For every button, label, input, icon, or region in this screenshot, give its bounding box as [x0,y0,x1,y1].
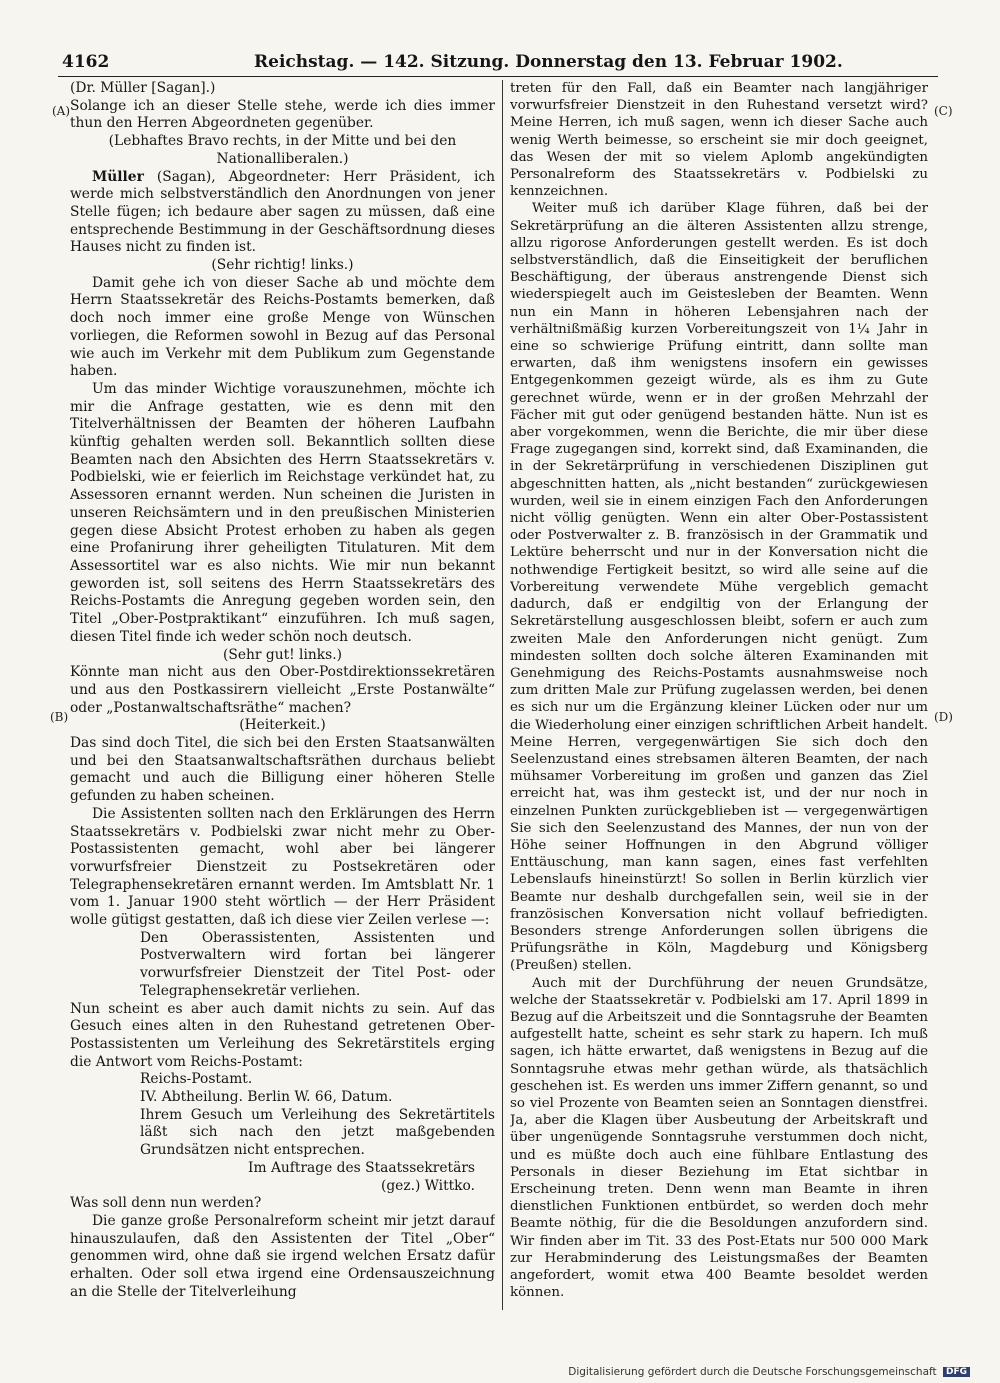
paragraph-text: Was soll denn nun werden? [70,1195,262,1212]
paragraph-text: Die Assistenten sollten nach den Erklärungen des Herrn Staatssekretärs v. Podbielski zwar nicht mehr zu Ober-Postassistenten gemacht, wohl aber bei längerer vorwurfsfreier Dienstzeit zu Postsekretären oder Telegraphensekretären ernannt werden. Im Amtsblatt Nr. 1 vom 1. Januar 1900 steht wörtlich — der Herr Präsident wolle gütigst gestatten, daß ich diese vier Zeilen verlese —: [70,805,495,929]
paragraph-text: (Lebhaftes Bravo rechts, in der Mitte und bei den Nationalliberalen.) [108,133,457,167]
paragraph [70,1160,495,1178]
paragraph [70,930,495,1001]
page-number: 4162 [62,52,110,72]
paragraph [70,1213,495,1302]
paragraph [70,1071,495,1089]
margin-marker-b: (B) [50,710,69,724]
paragraph-text: Ihrem Gesuch um Verleihung des Sekretärtitels läßt sich nach den jetzt maßgebenden Grundsätzen nicht entsprechen. [140,1106,495,1159]
paragraph-text: (Sehr richtig! links.) [211,257,354,274]
paragraph-text: Den Oberassistenten, Assistenten und Postverwaltern wird fortan bei längerer vorwurfsfreier Dienstzeit der Titel Post- oder Telegraphensekretär verliehen. [140,929,495,999]
paragraph-text: Weiter muß ich darüber Klage führen, daß bei der Sekretärprüfung an die älteren Assistenten allzu strenge, allzu rigorose Anforderungen gestellt werden. Es ist doch selbstverständlich, daß die Einseitigkeit der beruflichen Beschäftigung, der überaus anstrengende Dienst sich wiederspiegelt auch im Geistesleben der Beamten. Wenn nun ein Mann in höheren Lebensjahren nach der verhältnißmäßig kurzen Vorbereitungszeit von 1¼ Jahr in eine so schwierige Prüfung eintritt, dann sollte man erwarten, daß ihm wenigstens insofern ein gewisses Entgegenkommen gezeigt würde, als es ihm zu Gute gerechnet würde, wenn er in der großen Mehrzahl der Fächer mit gut oder genügend bestanden hätte. Nun ist es aber vorgekommen, wenn die Berichte, die mir über diese Frage zugegangen sind, korrekt sind, daß Examinanden, die in der Sekretärprüfung in verschiedenen Disziplinen gut abgeschnitten hatten, als „nicht bestanden“ zurückgewiesen wurden, weil sie in einem einzigen Fach den Anforderungen nicht völlig genügten. Wenn ein alter Ober-Postassistent oder Postverwalter z. B. französisch in der Grammatik und Lektüre beherrscht und nur in der Konversation nicht die nothwendige Fertigkeit besitzt, so wird alle seine auf die Vorbereitung verwendete Mühe vergeblich gemacht dadurch, daß er endgiltig von der Erlangung der Sekretärstellung ausgeschlossen bleibt, sofern er auch zum zweiten Male den Anforderungen nicht genügt. Zum mindesten sollten doch solche älteren Examinanden mit Genehmigung des Reichs-Postamts ausnahmsweise noch zum dritten Male zur Prüfung zugelassen werden, bei denen es sich nur um die Ergänzung kleiner Lücken oder nur um die Wiederholung einer einzigen schriftlichen Arbeit handelt. Meine Herren, vergegenwärtigen Sie sich doch den Seelenzustand eines strebsamen älteren Beamten, der nach mühsamer Vorbereitung im großen und ganzen das Ziel erreicht hat, was ihm gesteckt ist, und der nur noch in einzelnen Punkten zurückgeblieben ist — vergegenwärtigen Sie sich den Seelenzustand des Mannes, der nun von der Höhe seiner Hoffnungen in den Abgrund völliger Enttäuschung, man kann sagen, eines fast verfehlten Lebenslaufs hineinstürzt! So sollen in Berlin kürzlich vier Beamte nur deshalb durchgefallen sein, weil sie in der französischen Konversation nicht vollauf befriedigten. Besonders strenge Anforderungen sollen übrigens die Prüfungsräthe in Köln, Magdeburg und Königsberg (Preußen) stellen. [510,201,928,974]
margin-marker-c: (C) [934,104,953,118]
paragraph [70,735,495,806]
paragraph-text: Könnte man nicht aus den Ober-Postdirektionssekretären und aus den Postkassirern vielleicht „Erste Postanwälte“ oder „Postanwaltschaftsräthe“ machen? [70,664,495,716]
paragraph-text: Um das minder Wichtige vorauszunehmen, möchte ich mir die Anfrage gestatten, wie es denn mit den Titelverhältnissen der Beamten der höheren Laufbahn künftig gehalten werden soll. Bekanntlich sollten diese Beamten nach den Absichten des Herrn Staatssekretärs v. Podbielski, wie er feierlich im Reichstage verkündet hat, zu Assessoren ernannt werden. Nun scheinen die Juristen in unseren Reichsämtern und in den preußischen Ministerien gegen diese Absicht Protest erhoben zu haben als gegen eine Profanirung ihrer geheiligten Titulaturen. Mit dem Assessortitel war es also nichts. Wie mir nun bekannt geworden ist, soll seitens des Herrn Staatssekretärs des Reichs-Postamts die Anregung gegeben worden sein, den Titel „Ober-Postpraktikant“ einzuführen. Ich muß sagen, diesen Titel finde ich weder schön noch deutsch. [70,380,495,645]
paragraph [510,975,928,1302]
running-title: Reichstag. — 142. Sitzung. Donnerstag den 13. Februar 1902. [254,52,843,72]
paragraph [70,806,495,930]
margin-marker-a: (A) [52,104,71,118]
paragraph-text: (gez.) Wittko. [380,1177,475,1194]
paragraph-text: Damit gehe ich von dieser Sache ab und möchte dem Herrn Staatssekretär des Reichs-Postamts bemerken, daß doch noch immer eine große Menge von Wünschen vorliegen, die Reformen sowohl in Bezug auf das Personal wie auch im Verkehr mit dem Publikum zum Gegenstande haben. [70,274,495,380]
paragraph-text: (Dr. Müller [Sagan].) [70,80,216,96]
paragraph-text: (Heiterkeit.) [239,717,326,734]
paragraph [70,1001,495,1072]
paragraph [510,200,928,974]
paragraph [70,647,495,665]
paragraph-text: Auch mit der Durchführung der neuen Grundsätze, welche der Staatssekretär v. Podbielski am 17. April 1899 in Bezug auf die Arbeitszeit und die Sonntagsruhe der Beamten aufgestellt hatte, scheint es sehr stark zu hapern. Ich muß sagen, ich hätte erwartet, daß wenigstens in Bezug auf die Sonntagsruhe etwas mehr gethan würde, als thatsächlich geschehen ist. Es werden uns immer Ziffern genannt, so und so viel Prozente von Beamten seien an Sonntagen dienstfrei. Ja, aber die Klagen über Ausbeutung der Arbeitskraft und über ungenügende Sonntagsruhe verstummen doch nicht, und es müßte doch auch eine fühlbare Entlastung des Personals in dieser Beziehung im Etat sichtbar in Erscheinung treten. Denn wenn man Beamte in ihren dienstlichen Funktionen entbürdet, so werden doch mehr Beamte nöthig, für die die Besoldungen anzufordern sind. Wir finden aber im Tit. 33 des Post-Etats nur 500 000 Mark zur Herabminderung des Leistungsmaßes der Beamten angefordert, womit etwa 400 Beamte besoldet werden können. [510,975,928,1301]
paragraph [70,1089,495,1107]
paragraph-text: IV. Abtheilung. Berlin W. 66, Datum. [140,1089,393,1106]
left-text-column [70,80,495,1308]
dfg-logo: DFG [943,1367,970,1377]
paragraph [70,381,495,647]
paragraph [70,664,495,717]
speaker-name: Müller [92,168,144,185]
paragraph [70,169,495,258]
footer-credit [568,1366,970,1378]
paragraph [70,98,495,133]
footer-credit-text: Digitalisierung gefördert durch die Deutsche Forschungsgemeinschaft [568,1366,937,1378]
paragraph-text: Das sind doch Titel, die sich bei den Ersten Staatsanwälten und bei den Staatsanwaltschaftsräthen durchaus beliebt gemacht und auch die Billigung einer höheren Stelle gefunden zu haben scheinen. [70,735,495,805]
paragraph-text: Reichs-Postamt. [140,1071,253,1088]
paragraph [510,80,928,200]
paragraph [70,80,495,98]
paragraph-text: (Sagan), Abgeordneter: Herr Präsident, ich werde mich selbstverständlich den Anordnungen von jener Stelle fügen; ich bedaure aber sagen zu müssen, daß eine entsprechende Bestimmung in der Geschäftsordnung dieses Hauses nicht zu finden ist. [70,168,495,256]
paragraph-text: treten für den Fall, daß ein Beamter nach langjähriger vorwurfsfreier Dienstzeit in den Ruhestand versetzt wird? Meine Herren, ich muß sagen, wenn ich dieser Sache auch wenig Werth beimesse, so erscheint sie mir doch geeignet, das Wesen der mit so vielem Aplomb angekündigten Personalreform des Staatssekretärs v. Podbielski zu kennzeichnen. [510,81,928,200]
margin-marker-d: (D) [934,710,953,724]
paragraph [70,257,495,275]
paragraph-text: Im Auftrage des Staatssekretärs [248,1159,475,1176]
paragraph [70,1178,495,1196]
paragraph [70,133,495,168]
paragraph [70,275,495,381]
paragraph [70,1107,495,1160]
paragraph-text: (Sehr gut! links.) [223,646,342,663]
paragraph-text: Die ganze große Personalreform scheint mir jetzt darauf hinauszulaufen, daß den Assistenten der Titel „Ober“ genommen wird, ohne daß sie irgend welchen Ersatz dafür erhalten. Oder soll etwa irgend eine Ordensauszeichnung an die Stelle der Titelverleihung [70,1213,495,1300]
right-text-column [510,80,928,1308]
paragraph [70,1195,495,1213]
paragraph-text: Solange ich an dieser Stelle stehe, werde ich dies immer thun den Herren Abgeordneten gegenüber. [70,97,495,132]
column-rule [502,80,503,1310]
paragraph-text: Nun scheint es aber auch damit nichts zu sein. Auf das Gesuch eines alten in den Ruhestand getretenen Ober-Postassistenten um Verleihung des Sekretärstitels erging die Antwort vom Reichs-Postamt: [70,1000,495,1070]
page-header [58,50,938,77]
paragraph [70,717,495,735]
